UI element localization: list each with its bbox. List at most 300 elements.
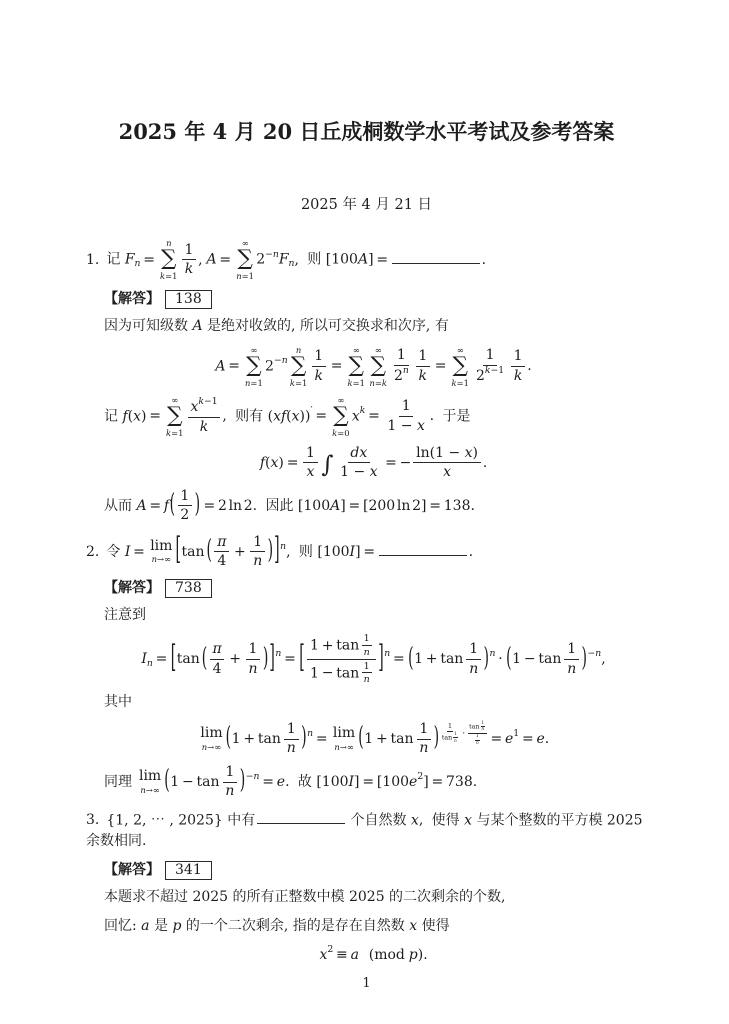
math-run bbox=[232, 731, 241, 747]
math-char-run: = bbox=[203, 497, 216, 514]
math-punctuation: . bbox=[481, 251, 487, 268]
math-char-run: n bbox=[334, 741, 340, 752]
math-char-run: ∞ bbox=[352, 344, 360, 355]
math-function: tan bbox=[336, 637, 360, 654]
fraction-numerator bbox=[246, 641, 261, 659]
text-run: 记 bbox=[106, 251, 125, 268]
answer-box: 341 bbox=[165, 861, 212, 880]
problems-list bbox=[86, 230, 647, 975]
math-char-run: = bbox=[286, 454, 299, 471]
math-char-run: ∞ bbox=[250, 344, 258, 355]
math-char-run: [100 bbox=[376, 774, 410, 791]
math-char-run: 1 bbox=[454, 732, 457, 738]
math-char-run: 1 bbox=[309, 637, 319, 654]
math-run bbox=[260, 455, 284, 471]
math-fraction bbox=[475, 734, 479, 746]
superscript bbox=[384, 649, 390, 658]
math-operator bbox=[363, 544, 375, 560]
math-char-run: 1 bbox=[180, 487, 190, 504]
math-char-run: 1 bbox=[418, 348, 428, 365]
math-char-run: 1 bbox=[401, 398, 411, 415]
math-char-run: = bbox=[219, 251, 232, 268]
math-run bbox=[136, 498, 146, 514]
math-char-run: 1 bbox=[481, 720, 485, 726]
sum-operator bbox=[160, 238, 177, 281]
superscript bbox=[265, 250, 279, 259]
math-run bbox=[277, 774, 285, 790]
math-char-run: = bbox=[315, 731, 328, 748]
math-char-run: 1 bbox=[309, 664, 319, 681]
math-run bbox=[256, 252, 265, 268]
math-operator bbox=[385, 455, 397, 471]
fraction-denominator bbox=[481, 727, 485, 732]
math-operator bbox=[362, 774, 374, 790]
math-char-run: ∞ bbox=[171, 394, 179, 405]
math-char-run: 1 bbox=[512, 651, 522, 668]
math-char-run: A bbox=[192, 318, 203, 335]
math-char-run: 1 bbox=[305, 444, 315, 461]
display-formula bbox=[104, 721, 647, 757]
math-char-run: →∞ bbox=[157, 554, 171, 565]
math-char-run: n bbox=[134, 258, 141, 270]
math-fraction bbox=[564, 641, 579, 677]
math-char-run: A bbox=[215, 358, 226, 375]
math-char-run: = bbox=[363, 543, 376, 560]
math-operator bbox=[331, 358, 343, 374]
answer-label: 【解答】 bbox=[104, 291, 160, 308]
math-char-run: n bbox=[146, 657, 153, 669]
fraction-denominator bbox=[473, 734, 481, 746]
math-run bbox=[394, 369, 403, 385]
math-run bbox=[319, 947, 327, 963]
text-run: 是绝对收敛的, 所以可交换求和次序, 有 bbox=[202, 318, 449, 335]
math-fraction bbox=[468, 721, 487, 746]
math-function: ln bbox=[228, 497, 243, 514]
fraction-numerator bbox=[564, 641, 579, 659]
page-title: 2025 年 4 月 20 日丘成桐数学水平考试及参考答案 bbox=[118, 119, 615, 144]
sum-lower-limit bbox=[452, 378, 469, 388]
math-run bbox=[125, 252, 135, 268]
fraction-numerator bbox=[210, 641, 225, 659]
fraction-denominator bbox=[182, 260, 196, 277]
sum-lower-limit bbox=[160, 271, 177, 281]
math-run bbox=[446, 774, 473, 790]
math-run bbox=[400, 455, 412, 471]
superscript bbox=[307, 729, 313, 738]
math-char-run: = bbox=[376, 251, 389, 268]
fraction-denominator bbox=[475, 741, 479, 746]
stretched-delimiter: ( bbox=[201, 642, 208, 674]
math-function: tan bbox=[181, 543, 205, 560]
math-char-run: − bbox=[245, 770, 254, 782]
math-operator bbox=[336, 947, 348, 963]
math-function: tan bbox=[440, 651, 464, 668]
math-char-run: 4 bbox=[212, 660, 222, 677]
limit-operator bbox=[333, 726, 355, 751]
math-punctuation: . bbox=[470, 497, 475, 514]
math-char-run: −1 bbox=[203, 396, 218, 408]
answer-box: 138 bbox=[165, 290, 212, 309]
math-operator bbox=[498, 651, 502, 667]
math-char-run: k bbox=[418, 367, 428, 384]
math-function: tan bbox=[441, 734, 453, 742]
math-char-run: ] bbox=[340, 497, 346, 514]
math-char-run: n bbox=[245, 377, 251, 388]
math-char-run: n bbox=[481, 727, 485, 733]
lim-word: lim bbox=[200, 725, 223, 742]
math-operator bbox=[431, 774, 443, 790]
math-char-run: I bbox=[124, 543, 131, 560]
fraction-denominator bbox=[416, 367, 430, 384]
math-char-run: + bbox=[321, 637, 334, 654]
stretched-delimiter: [ bbox=[175, 532, 181, 568]
math-fraction bbox=[182, 242, 197, 278]
math-fraction bbox=[178, 488, 193, 524]
problem-statement-row bbox=[86, 238, 647, 281]
math-char-run: ( bbox=[286, 408, 292, 425]
math-char-run: x bbox=[306, 463, 315, 480]
math-operator bbox=[368, 408, 380, 424]
math-run bbox=[464, 812, 472, 828]
math-char-run: =1 bbox=[456, 377, 469, 388]
solution-block bbox=[104, 577, 647, 800]
math-char-run: x bbox=[369, 463, 378, 480]
math-char-run: p bbox=[172, 918, 182, 935]
text-run: 回忆: bbox=[104, 918, 142, 935]
math-run bbox=[351, 947, 359, 963]
problem bbox=[86, 810, 647, 965]
math-char-run: {1, 2, ⋯ , 2025} bbox=[106, 812, 223, 829]
math-char-run: n bbox=[489, 648, 496, 660]
solution-block bbox=[104, 859, 647, 965]
math-fraction bbox=[481, 721, 485, 733]
math-char-run: 1 bbox=[419, 721, 429, 738]
math-punctuation: , bbox=[418, 812, 424, 829]
fraction-denominator bbox=[312, 367, 326, 384]
math-char-run: k bbox=[198, 396, 204, 408]
math-char-run: 1 bbox=[513, 348, 523, 365]
math-char-run: xf bbox=[273, 408, 287, 425]
math-operator bbox=[376, 731, 388, 747]
math-char-run: f bbox=[163, 497, 170, 514]
lim-word: lim bbox=[138, 768, 162, 785]
math-function: tan bbox=[336, 664, 360, 681]
math-char-run: I bbox=[141, 651, 147, 668]
stretched-delimiter: ] bbox=[274, 532, 280, 568]
fraction-denominator bbox=[215, 552, 230, 569]
math-char-run: x bbox=[190, 399, 199, 416]
fraction-numerator bbox=[178, 488, 193, 506]
fraction-numerator bbox=[466, 641, 481, 659]
math-char-run: 1 bbox=[448, 723, 453, 730]
text-run: 是 bbox=[149, 918, 173, 935]
math-function: tan bbox=[469, 723, 480, 731]
math-function: tan bbox=[196, 774, 220, 791]
problem bbox=[86, 238, 647, 523]
math-operator bbox=[524, 651, 536, 667]
fraction-numerator bbox=[416, 348, 431, 366]
math-char-run: k bbox=[484, 365, 491, 377]
math-fraction bbox=[417, 721, 432, 757]
math-function: tan bbox=[257, 731, 281, 748]
math-fraction bbox=[188, 397, 221, 435]
math-operator bbox=[316, 731, 328, 747]
fraction-denominator bbox=[197, 418, 211, 435]
math-char-run: 1 bbox=[485, 347, 495, 364]
problem-number: 3. bbox=[86, 812, 100, 829]
math-char-run: x bbox=[133, 408, 142, 425]
math-char-run: ) bbox=[278, 454, 284, 471]
sum-lower-limit bbox=[245, 378, 263, 388]
math-char-run: k bbox=[160, 271, 166, 282]
fraction-denominator bbox=[441, 732, 460, 744]
math-char-run: 2 bbox=[475, 368, 485, 385]
math-char-run: n bbox=[369, 377, 375, 388]
answer-row bbox=[104, 288, 647, 309]
math-char-run: n bbox=[280, 540, 287, 552]
math-punctuation: . bbox=[252, 497, 258, 514]
math-operator bbox=[435, 358, 447, 374]
math-run bbox=[411, 812, 419, 828]
math-operator bbox=[219, 252, 231, 268]
math-run bbox=[505, 731, 513, 747]
math-char-run: + bbox=[243, 731, 256, 748]
math-char-run: →∞ bbox=[145, 784, 160, 795]
stretched-delimiter: ( bbox=[506, 642, 512, 674]
math-char-run: f bbox=[259, 454, 266, 471]
sum-operator bbox=[348, 345, 365, 388]
math-char-run: 1 bbox=[225, 764, 235, 781]
fraction-numerator bbox=[511, 348, 526, 366]
math-operator bbox=[143, 252, 155, 268]
math-char-run: + bbox=[425, 651, 438, 668]
math-char-run: n bbox=[363, 646, 370, 658]
math-operator bbox=[182, 774, 194, 790]
math-char-run: − bbox=[523, 651, 536, 668]
blank-underline bbox=[379, 541, 467, 555]
math-char-run: [200 bbox=[363, 497, 396, 514]
math-run bbox=[423, 774, 428, 790]
sum-lower-limit bbox=[236, 271, 254, 281]
math-char-run: [100 bbox=[316, 774, 349, 791]
text-run: 使得 bbox=[417, 918, 450, 935]
math-char-run: 1 − bbox=[340, 463, 370, 480]
math-fraction bbox=[210, 641, 225, 677]
answer-row bbox=[104, 859, 647, 880]
sum-lower-limit bbox=[348, 378, 365, 388]
limit-operator bbox=[150, 539, 172, 564]
solution-paragraph bbox=[104, 488, 647, 524]
superscript bbox=[513, 729, 519, 738]
math-char-run: 1 bbox=[513, 727, 520, 739]
superscript bbox=[327, 945, 333, 954]
fraction-numerator bbox=[394, 347, 409, 365]
solution-paragraph bbox=[104, 916, 647, 938]
math-fraction bbox=[284, 721, 299, 757]
fraction-numerator bbox=[362, 633, 372, 646]
math-char-run: n bbox=[140, 784, 146, 795]
superscript bbox=[246, 772, 260, 781]
math-punctuation: . bbox=[472, 774, 478, 791]
problem-number: 2. bbox=[86, 543, 100, 560]
math-operator bbox=[284, 651, 296, 667]
superscript bbox=[310, 406, 312, 415]
superscript bbox=[485, 366, 504, 375]
math-char-run: =1 bbox=[241, 271, 254, 282]
math-operator bbox=[156, 651, 168, 667]
math-run bbox=[190, 399, 198, 415]
math-operator bbox=[322, 638, 334, 654]
math-char-run: (1 − bbox=[429, 444, 465, 461]
math-char-run: n bbox=[272, 248, 279, 260]
math-punctuation: , bbox=[198, 251, 203, 268]
lim-subscript bbox=[152, 554, 171, 564]
sum-operator bbox=[166, 395, 183, 438]
sigma-icon: ∑ bbox=[167, 402, 183, 428]
math-char-run: + bbox=[233, 543, 246, 560]
math-char-run: ≡ bbox=[336, 946, 348, 963]
math-fraction bbox=[416, 348, 431, 384]
math-fraction bbox=[246, 641, 261, 677]
math-char-run: 4 bbox=[217, 552, 227, 569]
math-char-run: ) bbox=[141, 408, 147, 425]
math-char-run: =1 bbox=[294, 377, 308, 388]
math-char-run: ∞ bbox=[456, 344, 464, 355]
math-char-run: n bbox=[151, 554, 157, 565]
math-char-run: = bbox=[368, 408, 380, 425]
fraction-denominator bbox=[223, 783, 238, 800]
math-char-run: 1 bbox=[469, 641, 479, 658]
math-char-run: x bbox=[409, 918, 418, 935]
fraction-denominator bbox=[178, 506, 193, 523]
stretched-delimiter: ) bbox=[239, 765, 246, 796]
math-char-run: 2 bbox=[393, 368, 403, 385]
math-char-run: − bbox=[182, 774, 194, 791]
sigma-icon: ∑ bbox=[333, 402, 349, 428]
math-char-run: [100 bbox=[317, 543, 350, 560]
math-punctuation: , bbox=[286, 543, 291, 560]
page-number: 1 bbox=[362, 975, 371, 991]
math-operator bbox=[287, 455, 299, 471]
math-char-run: = bbox=[429, 497, 441, 514]
sum-operator bbox=[236, 238, 254, 281]
math-char-run: −1 bbox=[490, 365, 505, 377]
math-char-run: · bbox=[498, 651, 503, 668]
math-operator bbox=[262, 774, 274, 790]
math-run bbox=[317, 544, 360, 560]
math-char-run: F bbox=[124, 251, 135, 268]
math-char-run: = bbox=[362, 774, 375, 791]
math-run bbox=[268, 408, 311, 424]
sum-operator bbox=[290, 345, 307, 388]
math-run bbox=[409, 947, 423, 963]
math-fraction bbox=[337, 445, 380, 481]
math-char-run: )) bbox=[299, 408, 311, 425]
fraction-denominator bbox=[417, 740, 432, 757]
superscript bbox=[490, 649, 496, 658]
math-punctuation: . bbox=[285, 774, 290, 791]
math-char-run: − bbox=[399, 454, 412, 471]
math-operator bbox=[322, 665, 334, 681]
math-fraction bbox=[307, 633, 376, 685]
fraction-denominator bbox=[440, 463, 454, 480]
math-punctuation: , bbox=[222, 408, 227, 425]
math-char-run: − bbox=[265, 248, 273, 260]
math-char-run: n bbox=[363, 673, 370, 685]
problem-number: 1. bbox=[86, 251, 100, 268]
fraction-denominator bbox=[564, 660, 579, 677]
math-char-run: n bbox=[248, 660, 258, 677]
math-char-run: k bbox=[513, 367, 523, 384]
math-fraction bbox=[466, 641, 481, 677]
math-char-run: ( bbox=[127, 408, 134, 425]
fraction-denominator bbox=[304, 463, 318, 480]
fraction-numerator bbox=[362, 661, 372, 674]
fraction-numerator bbox=[399, 398, 414, 416]
answer-row bbox=[104, 577, 647, 598]
math-char-run: =1 bbox=[352, 377, 365, 388]
stretched-delimiter: ) bbox=[483, 642, 489, 674]
math-char-run: k bbox=[332, 427, 338, 438]
math-operator bbox=[315, 408, 327, 424]
math-char-run: k bbox=[381, 377, 387, 388]
page-date: 2025 年 4 月 21 日 bbox=[300, 197, 433, 214]
math-char-run: a bbox=[350, 946, 359, 963]
math-char-run: k bbox=[289, 377, 295, 388]
math-char-run: x bbox=[416, 417, 425, 434]
fraction-numerator bbox=[417, 721, 432, 739]
text-run: 记 bbox=[104, 408, 123, 425]
math-char-run: →∞ bbox=[339, 741, 354, 752]
math-operator bbox=[133, 544, 145, 560]
math-char-run: = bbox=[143, 251, 156, 268]
math-char-run: n bbox=[567, 660, 577, 677]
math-char-run: ′ bbox=[310, 405, 313, 417]
math-function: tan bbox=[390, 731, 414, 748]
math-char-run: x bbox=[410, 812, 419, 829]
math-fraction bbox=[223, 764, 238, 800]
math-char-run: · bbox=[462, 727, 466, 739]
math-fraction bbox=[391, 347, 411, 385]
math-char-run: = bbox=[434, 358, 447, 375]
math-char-run: 1 bbox=[314, 348, 324, 365]
sum-operator bbox=[369, 345, 387, 388]
sum-operator bbox=[245, 345, 263, 388]
fraction-denominator bbox=[362, 646, 372, 658]
fraction-numerator bbox=[413, 445, 480, 463]
math-char-run: = bbox=[521, 731, 534, 748]
math-function: mod bbox=[374, 946, 405, 963]
math-char-run: n bbox=[454, 738, 457, 744]
math-char-run: a bbox=[141, 918, 150, 935]
math-operator bbox=[426, 651, 438, 667]
text-run: 其中 bbox=[104, 694, 132, 711]
math-punctuation: , bbox=[601, 651, 606, 668]
fraction-denominator bbox=[453, 738, 457, 743]
math-char-run: 1 bbox=[567, 641, 577, 658]
math-punctuation: . bbox=[544, 731, 550, 748]
math-char-run: = bbox=[374, 377, 382, 388]
math-punctuation: , bbox=[294, 251, 299, 268]
math-operator bbox=[149, 498, 161, 514]
math-operator bbox=[149, 408, 161, 424]
math-run bbox=[122, 408, 146, 424]
math-run bbox=[125, 544, 131, 560]
math-run bbox=[170, 774, 179, 790]
math-operator bbox=[376, 252, 388, 268]
math-char-run: ( bbox=[267, 408, 274, 425]
problem-statement-row bbox=[86, 810, 647, 852]
